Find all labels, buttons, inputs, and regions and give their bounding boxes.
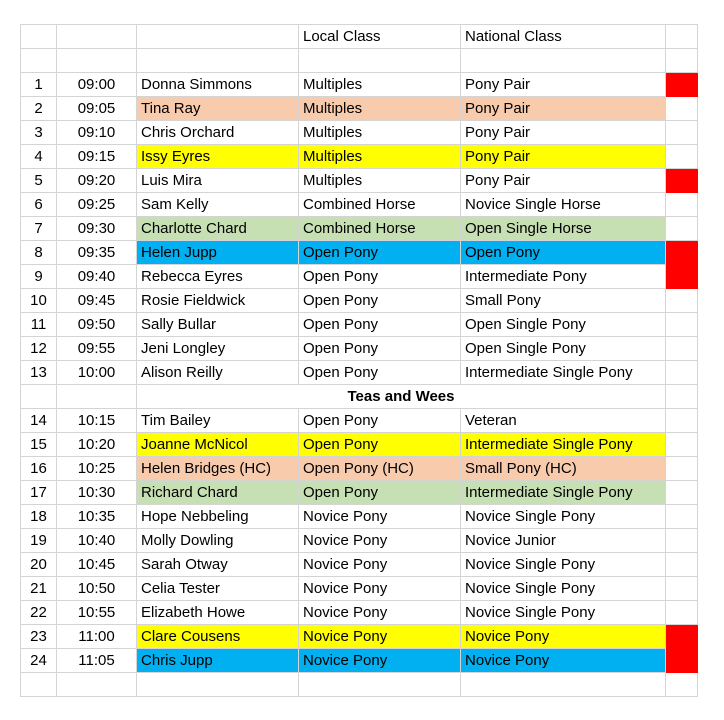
empty-cell[interactable]	[666, 385, 698, 409]
row-number-cell[interactable]: 3	[21, 121, 57, 145]
flag-marker-cell[interactable]	[666, 145, 698, 169]
row-number-cell[interactable]: 12	[21, 337, 57, 361]
row-number-cell[interactable]: 8	[21, 241, 57, 265]
local-class-cell[interactable]: Combined Horse	[299, 217, 461, 241]
name-cell[interactable]: Richard Chard	[137, 481, 299, 505]
row-number-cell[interactable]: 21	[21, 577, 57, 601]
national-class-cell[interactable]: Novice Single Pony	[461, 553, 666, 577]
name-cell[interactable]: Sam Kelly	[137, 193, 299, 217]
name-cell[interactable]: Clare Cousens	[137, 625, 299, 649]
table-row	[21, 97, 698, 121]
flag-marker-cell[interactable]	[666, 289, 698, 313]
national-class-cell[interactable]: Veteran	[461, 409, 666, 433]
national-class-cell[interactable]: Novice Pony	[461, 649, 666, 673]
time-cell[interactable]: 10:20	[57, 433, 137, 457]
flag-marker-cell[interactable]	[666, 73, 698, 97]
local-class-cell[interactable]: Open Pony	[299, 289, 461, 313]
empty-cell[interactable]	[666, 673, 698, 697]
national-class-cell[interactable]: Intermediate Single Pony	[461, 481, 666, 505]
flag-marker-cell[interactable]	[666, 121, 698, 145]
flag-marker-cell[interactable]	[666, 529, 698, 553]
schedule-body	[21, 25, 698, 697]
flag-marker-cell[interactable]	[666, 337, 698, 361]
national-class-cell[interactable]: Novice Pony	[461, 625, 666, 649]
time-cell[interactable]: 10:30	[57, 481, 137, 505]
time-cell[interactable]: 10:40	[57, 529, 137, 553]
name-cell[interactable]: Helen Jupp	[137, 241, 299, 265]
local-class-cell[interactable]: Open Pony	[299, 313, 461, 337]
empty-cell[interactable]	[21, 673, 57, 697]
empty-cell[interactable]	[461, 673, 666, 697]
row-number-cell[interactable]: 11	[21, 313, 57, 337]
table-row	[21, 145, 698, 169]
time-cell[interactable]: 09:25	[57, 193, 137, 217]
row-number-cell[interactable]: 18	[21, 505, 57, 529]
empty-cell[interactable]	[21, 49, 57, 73]
time-cell[interactable]: 10:15	[57, 409, 137, 433]
flag-marker-cell[interactable]	[666, 313, 698, 337]
time-cell[interactable]: 09:20	[57, 169, 137, 193]
header-local-class[interactable]: Local Class	[299, 25, 461, 49]
name-cell[interactable]: Issy Eyres	[137, 145, 299, 169]
time-cell[interactable]: 10:35	[57, 505, 137, 529]
empty-cell[interactable]	[461, 49, 666, 73]
name-cell[interactable]: Alison Reilly	[137, 361, 299, 385]
row-number-cell[interactable]: 9	[21, 265, 57, 289]
time-cell[interactable]: 11:05	[57, 649, 137, 673]
name-cell[interactable]: Molly Dowling	[137, 529, 299, 553]
name-cell[interactable]: Charlotte Chard	[137, 217, 299, 241]
national-class-cell[interactable]: Intermediate Single Pony	[461, 361, 666, 385]
row-number-cell[interactable]: 23	[21, 625, 57, 649]
name-cell[interactable]: Joanne McNicol	[137, 433, 299, 457]
national-class-cell[interactable]: Pony Pair	[461, 97, 666, 121]
empty-cell[interactable]	[57, 49, 137, 73]
local-class-cell[interactable]: Multiples	[299, 73, 461, 97]
flag-marker-cell[interactable]	[666, 169, 698, 193]
local-class-cell[interactable]: Open Pony	[299, 241, 461, 265]
time-cell[interactable]: 09:45	[57, 289, 137, 313]
name-cell[interactable]: Donna Simmons	[137, 73, 299, 97]
flag-marker-cell[interactable]	[666, 601, 698, 625]
name-cell[interactable]: Helen Bridges (HC)	[137, 457, 299, 481]
name-cell[interactable]: Tim Bailey	[137, 409, 299, 433]
table-row	[21, 409, 698, 433]
time-cell[interactable]: 10:45	[57, 553, 137, 577]
table-row	[21, 265, 698, 289]
table-row	[21, 553, 698, 577]
time-cell[interactable]: 09:40	[57, 265, 137, 289]
local-class-cell[interactable]: Novice Pony	[299, 649, 461, 673]
flag-marker-cell[interactable]	[666, 193, 698, 217]
row-number-cell[interactable]: 13	[21, 361, 57, 385]
local-class-cell[interactable]: Novice Pony	[299, 553, 461, 577]
row-number-cell[interactable]: 24	[21, 649, 57, 673]
time-cell[interactable]: 09:00	[57, 73, 137, 97]
local-class-cell[interactable]: Novice Pony	[299, 529, 461, 553]
time-cell[interactable]: 09:50	[57, 313, 137, 337]
table-row	[21, 361, 698, 385]
table-row	[21, 73, 698, 97]
flag-marker-cell[interactable]	[666, 217, 698, 241]
row-number-cell[interactable]: 4	[21, 145, 57, 169]
local-class-cell[interactable]: Open Pony	[299, 337, 461, 361]
flag-marker-cell[interactable]	[666, 265, 698, 289]
local-class-cell[interactable]: Combined Horse	[299, 193, 461, 217]
national-class-cell[interactable]: Open Single Horse	[461, 217, 666, 241]
header-cell[interactable]	[21, 25, 57, 49]
empty-cell[interactable]	[137, 49, 299, 73]
header-row	[21, 25, 698, 49]
name-cell[interactable]: Rebecca Eyres	[137, 265, 299, 289]
table-row	[21, 625, 698, 649]
row-number-cell[interactable]: 20	[21, 553, 57, 577]
row-number-cell[interactable]: 15	[21, 433, 57, 457]
name-cell[interactable]: Elizabeth Howe	[137, 601, 299, 625]
time-cell[interactable]: 10:00	[57, 361, 137, 385]
flag-marker-cell[interactable]	[666, 409, 698, 433]
table-row	[21, 241, 698, 265]
national-class-cell[interactable]: Open Single Pony	[461, 337, 666, 361]
header-cell[interactable]	[57, 25, 137, 49]
national-class-cell[interactable]: Small Pony (HC)	[461, 457, 666, 481]
table-row	[21, 505, 698, 529]
flag-marker-cell[interactable]	[666, 649, 698, 673]
local-class-cell[interactable]: Novice Pony	[299, 625, 461, 649]
empty-cell[interactable]	[21, 385, 57, 409]
national-class-cell[interactable]: Open Pony	[461, 241, 666, 265]
table-row	[21, 577, 698, 601]
name-cell[interactable]: Tina Ray	[137, 97, 299, 121]
name-cell[interactable]: Sarah Otway	[137, 553, 299, 577]
name-cell[interactable]: Hope Nebbeling	[137, 505, 299, 529]
time-cell[interactable]: 10:55	[57, 601, 137, 625]
row-number-cell[interactable]: 16	[21, 457, 57, 481]
national-class-cell[interactable]: Novice Single Pony	[461, 577, 666, 601]
row-number-cell[interactable]: 2	[21, 97, 57, 121]
flag-marker-cell[interactable]	[666, 577, 698, 601]
schedule-table	[20, 24, 698, 697]
empty-cell[interactable]	[57, 385, 137, 409]
row-number-cell[interactable]: 17	[21, 481, 57, 505]
name-cell[interactable]: Chris Orchard	[137, 121, 299, 145]
time-cell[interactable]: 09:15	[57, 145, 137, 169]
local-class-cell[interactable]: Open Pony (HC)	[299, 457, 461, 481]
local-class-cell[interactable]: Open Pony	[299, 265, 461, 289]
flag-marker-cell[interactable]	[666, 505, 698, 529]
local-class-cell[interactable]: Novice Pony	[299, 577, 461, 601]
row-number-cell[interactable]: 7	[21, 217, 57, 241]
table-row	[21, 217, 698, 241]
header-national-class[interactable]: National Class	[461, 25, 666, 49]
row-number-cell[interactable]: 1	[21, 73, 57, 97]
row-number-cell[interactable]: 22	[21, 601, 57, 625]
national-class-cell[interactable]: Intermediate Single Pony	[461, 433, 666, 457]
flag-marker-cell[interactable]	[666, 481, 698, 505]
local-class-cell[interactable]: Open Pony	[299, 481, 461, 505]
empty-row	[21, 49, 698, 73]
empty-cell[interactable]	[57, 673, 137, 697]
name-cell[interactable]: Chris Jupp	[137, 649, 299, 673]
local-class-cell[interactable]: Novice Pony	[299, 505, 461, 529]
row-number-cell[interactable]: 19	[21, 529, 57, 553]
time-cell[interactable]: 09:35	[57, 241, 137, 265]
empty-cell[interactable]	[137, 673, 299, 697]
national-class-cell[interactable]: Pony Pair	[461, 169, 666, 193]
empty-cell[interactable]	[299, 49, 461, 73]
break-label[interactable]: Teas and Wees	[137, 385, 666, 409]
table-row	[21, 337, 698, 361]
row-number-cell[interactable]: 14	[21, 409, 57, 433]
local-class-cell[interactable]: Open Pony	[299, 409, 461, 433]
row-number-cell[interactable]: 5	[21, 169, 57, 193]
national-class-cell[interactable]: Pony Pair	[461, 73, 666, 97]
table-row	[21, 289, 698, 313]
time-cell[interactable]: 10:50	[57, 577, 137, 601]
table-row	[21, 481, 698, 505]
empty-cell[interactable]	[299, 673, 461, 697]
national-class-cell[interactable]: Pony Pair	[461, 121, 666, 145]
table-row	[21, 169, 698, 193]
local-class-cell[interactable]: Multiples	[299, 97, 461, 121]
name-cell[interactable]: Celia Tester	[137, 577, 299, 601]
empty-row	[21, 673, 698, 697]
time-cell[interactable]: 09:30	[57, 217, 137, 241]
header-cell[interactable]	[137, 25, 299, 49]
row-number-cell[interactable]: 10	[21, 289, 57, 313]
table-row	[21, 121, 698, 145]
time-cell[interactable]: 10:25	[57, 457, 137, 481]
flag-marker-cell[interactable]	[666, 457, 698, 481]
local-class-cell[interactable]: Multiples	[299, 169, 461, 193]
time-cell[interactable]: 09:10	[57, 121, 137, 145]
time-cell[interactable]: 09:55	[57, 337, 137, 361]
national-class-cell[interactable]: Novice Junior	[461, 529, 666, 553]
national-class-cell[interactable]: Novice Single Horse	[461, 193, 666, 217]
local-class-cell[interactable]: Open Pony	[299, 433, 461, 457]
table-row	[21, 649, 698, 673]
name-cell[interactable]: Jeni Longley	[137, 337, 299, 361]
table-row	[21, 433, 698, 457]
flag-marker-cell[interactable]	[666, 361, 698, 385]
empty-cell[interactable]	[666, 49, 698, 73]
national-class-cell[interactable]: Novice Single Pony	[461, 601, 666, 625]
header-cell[interactable]	[666, 25, 698, 49]
table-row	[21, 457, 698, 481]
row-number-cell[interactable]: 6	[21, 193, 57, 217]
flag-marker-cell[interactable]	[666, 241, 698, 265]
name-cell[interactable]: Luis Mira	[137, 169, 299, 193]
flag-marker-cell[interactable]	[666, 97, 698, 121]
table-row	[21, 313, 698, 337]
table-row	[21, 529, 698, 553]
national-class-cell[interactable]: Open Single Pony	[461, 313, 666, 337]
national-class-cell[interactable]: Pony Pair	[461, 145, 666, 169]
local-class-cell[interactable]: Multiples	[299, 145, 461, 169]
table-row	[21, 193, 698, 217]
flag-marker-cell[interactable]	[666, 433, 698, 457]
name-cell[interactable]: Sally Bullar	[137, 313, 299, 337]
break-row	[21, 385, 698, 409]
name-cell[interactable]: Rosie Fieldwick	[137, 289, 299, 313]
local-class-cell[interactable]: Open Pony	[299, 361, 461, 385]
flag-marker-cell[interactable]	[666, 553, 698, 577]
time-cell[interactable]: 09:05	[57, 97, 137, 121]
time-cell[interactable]: 11:00	[57, 625, 137, 649]
national-class-cell[interactable]: Small Pony	[461, 289, 666, 313]
national-class-cell[interactable]: Novice Single Pony	[461, 505, 666, 529]
national-class-cell[interactable]: Intermediate Pony	[461, 265, 666, 289]
table-row	[21, 601, 698, 625]
local-class-cell[interactable]: Multiples	[299, 121, 461, 145]
local-class-cell[interactable]: Novice Pony	[299, 601, 461, 625]
flag-marker-cell[interactable]	[666, 625, 698, 649]
